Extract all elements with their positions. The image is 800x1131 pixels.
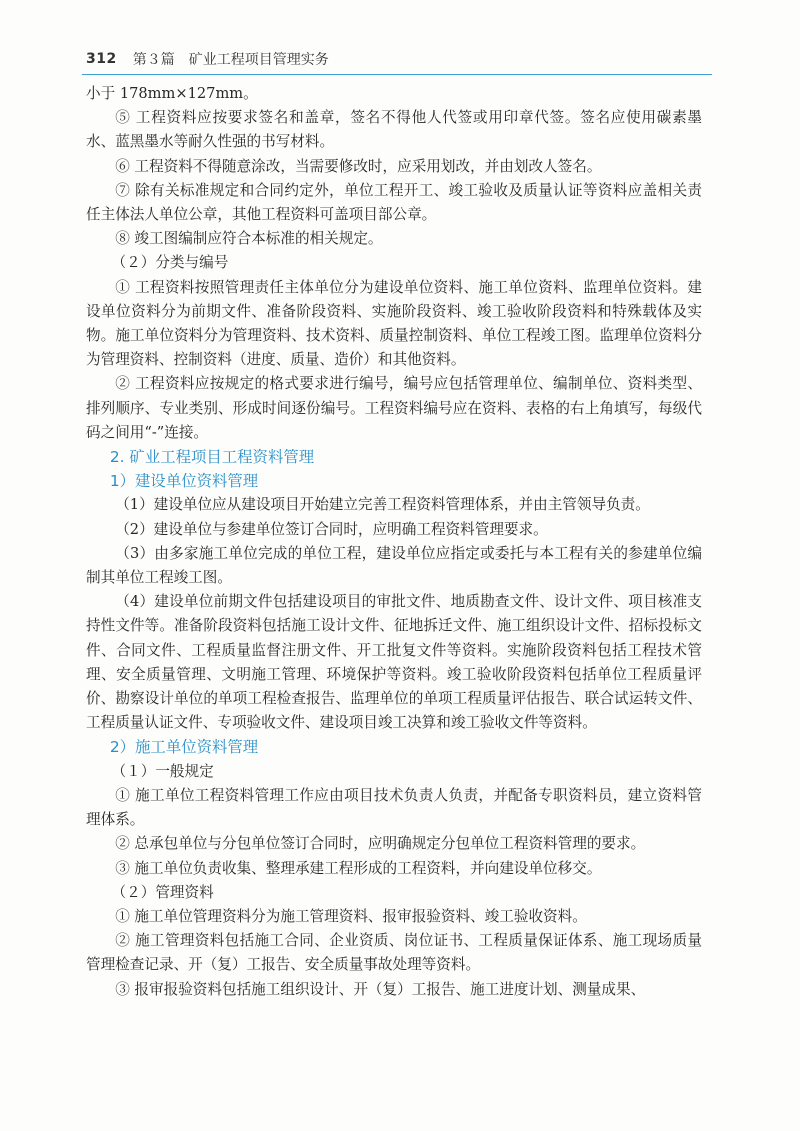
- paragraph: ① 工程资料按照管理责任主体单位分为建设单位资料、施工单位资料、监理单位资料。建设单位资料分为前期文件、准备阶段资料、实施阶段资料、竣工验收阶段资料和特殊载体及实物。施工单位资料分为管理资料、技术资料、质量控制资料、单位工程竣工图。监理单位资料分为管理资料、控制资料（进度、质量、造价）和其他资料。: [86, 278, 702, 369]
- paragraph: ③ 施工单位负责收集、整理承建工程形成的工程资料，并向建设单位移交。: [115, 859, 602, 877]
- subsection-heading: 2）施工单位资料管理: [109, 738, 259, 757]
- subsection-label: （２）分类与编号: [111, 254, 229, 272]
- paragraph: （3）由多家施工单位完成的单位工程，建设单位应指定或委托与本工程有关的参建单位编制其单位工程竣工图。: [86, 544, 702, 587]
- paragraph: （2）建设单位与参建单位签订合同时，应明确工程资料管理要求。: [115, 520, 548, 538]
- paragraph: ① 施工单位管理资料分为施工管理资料、报审报验资料、竣工验收资料。: [115, 907, 587, 925]
- page-header: [86, 46, 712, 72]
- paragraph: ③ 报审报验资料包括施工组织设计、开（复）工报告、施工进度计划、测量成果、: [115, 980, 646, 998]
- paragraph: （4）建设单位前期文件包括建设项目的审批文件、地质勘查文件、设计文件、项目核准支持性文件等。准备阶段资料包括施工设计文件、征地拆迁文件、施工组织设计文件、招标投标文件、合同文件、工程质量监督注册文件、开工批复文件等资料。实施阶段资料包括工程技术管理、安全质量管理、文明施工管理、环境保护等资料。竣工验收阶段资料包括单位工程质量评价、勘察设计单位的单项工程检查报告、监理单位的单项工程质量评估报告、联合试运转文件、工程质量认证文件、专项验收文件、建设项目竣工决算和竣工验收文件等资料。: [86, 593, 702, 732]
- section-heading: 2. 矿业工程项目工程资料管理: [109, 448, 315, 467]
- subsection-label: （２）管理资料: [111, 883, 214, 901]
- paragraph: ② 总承包单位与分包单位签订合同时，应明确规定分包单位工程资料管理的要求。: [115, 835, 646, 853]
- page-number: 312: [86, 51, 117, 67]
- paragraph: ⑤ 工程资料应按要求签名和盖章，签名不得他人代签或用印章代签。签名应使用碳素墨水、蓝黑墨水等耐久性强的书写材料。: [86, 109, 702, 151]
- running-title: 矿业工程项目管理实务: [188, 52, 329, 68]
- paragraph: ⑥ 工程资料不得随意涂改，当需要修改时，应采用划改，并由划改人签名。: [115, 157, 602, 175]
- paragraph: ② 工程资料应按规定的格式要求进行编号，编号应包括管理单位、编制单位、资料类型、排列顺序、专业类别、形成时间逐份编号。工程资料编号应在资料、表格的右上角填写，每级代码之间用“-”连接。: [86, 375, 702, 441]
- header-divider: [82, 74, 712, 75]
- paragraph: ② 施工管理资料包括施工合同、企业资质、岗位证书、工程质量保证体系、施工现场质量管理检查记录、开（复）工报告、安全质量事故处理等资料。: [86, 932, 702, 974]
- subsection-label: （１）一般规定: [111, 762, 214, 780]
- subsection-heading: 1）建设单位资料管理: [109, 472, 259, 491]
- paragraph: （1）建设单位应从建设项目开始建立完善工程资料管理体系，并由主管领导负责。: [115, 496, 650, 514]
- body-text: [86, 82, 702, 1002]
- paragraph: ① 施工单位工程资料管理工作应由项目技术负责人负责，并配备专职资料员，建立资料管理体系。: [86, 786, 702, 829]
- paragraph: 小于 178mm×127mm。: [86, 85, 258, 102]
- part-label: 第３篇: [132, 52, 175, 68]
- paragraph: ⑧ 竣工图编制应符合本标准的相关规定。: [115, 230, 383, 248]
- paragraph: ⑦ 除有关标准规定和合同约定外，单位工程开工、竣工验收及质量认证等资料应盖相关责任主体法人单位公章，其他工程资料可盖项目部公章。: [86, 181, 702, 224]
